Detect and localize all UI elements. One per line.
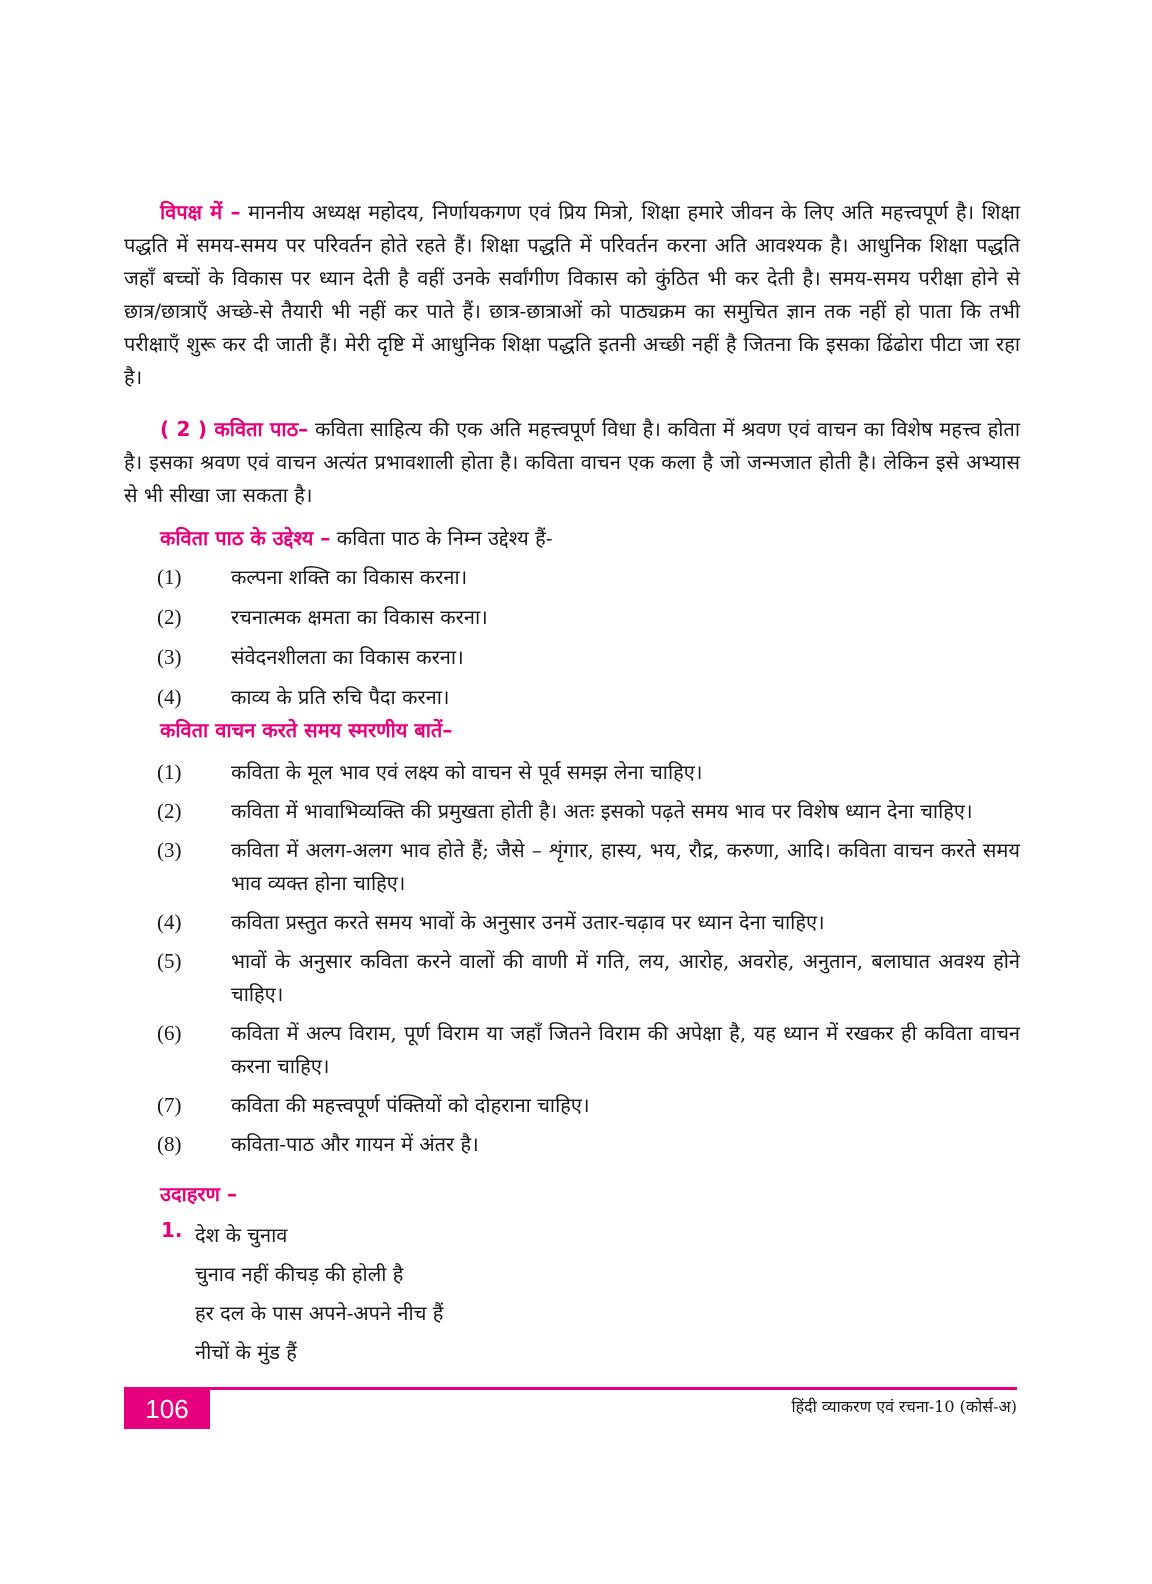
points-label: कविता वाचन करते समय स्मरणीय बातें– — [160, 718, 453, 742]
example-label: उदाहरण – — [160, 1182, 237, 1206]
list-item — [124, 561, 1020, 594]
list-item — [124, 945, 1020, 1011]
page-number: 106 — [145, 1393, 189, 1424]
item-text: कविता-पाठ और गायन में अंतर है। — [231, 1132, 479, 1156]
list-item — [124, 756, 1020, 789]
objectives-heading — [124, 522, 1020, 555]
item-number: (1) — [157, 565, 182, 589]
kavita-section — [124, 413, 1020, 512]
item-text: भावों के अनुसार कविता करने वालों की वाणी में गति, लय, आरोह, अवरोह, अनुतान, बलाघात अवश्य होने चाहिए। — [231, 949, 1020, 1006]
list-item — [124, 1017, 1020, 1083]
kavita-label: ( 2 ) कविता पाठ– — [160, 417, 309, 441]
objectives-intro: कविता पाठ के निम्न उद्देश्य हैं- — [336, 526, 553, 550]
item-number: (3) — [157, 645, 182, 669]
item-number: (7) — [157, 1093, 182, 1117]
points-list — [124, 756, 1020, 1161]
poem-line: नीचों के मुंड हैं — [195, 1340, 297, 1364]
list-item — [124, 1089, 1020, 1122]
item-text: रचनात्मक क्षमता का विकास करना। — [231, 605, 488, 629]
example-poem — [124, 1218, 1020, 1369]
list-item — [124, 834, 1020, 900]
vipaksh-label: विपक्ष में – — [160, 200, 241, 224]
item-number: (2) — [157, 799, 182, 823]
vipaksh-section — [124, 196, 1020, 394]
kavita-text: कविता साहित्य की एक अति महत्त्वपूर्ण विधा है। कविता में श्रवण एवं वाचन का विशेष महत्त्व होता है। इसका श्रवण एवं वाचन अत्यंत प्रभावशाली होता है। कविता वाचन एक कला है जो जन्मजात होती है। लेकिन इसे अभ्यास से भी सीखा जा सकता है। — [124, 417, 1021, 507]
list-item — [124, 681, 1020, 714]
example-section — [124, 1178, 1020, 1211]
list-item — [124, 906, 1020, 939]
item-text: काव्य के प्रति रुचि पैदा करना। — [231, 685, 450, 709]
objectives-label: कविता पाठ के उद्देश्य – — [160, 526, 331, 550]
page-number-badge — [124, 1389, 210, 1429]
list-item — [124, 641, 1020, 674]
poem-line: देश के चुनाव — [195, 1223, 288, 1247]
item-number: (2) — [157, 605, 182, 629]
item-number: (4) — [157, 910, 182, 934]
objectives-section — [124, 522, 1020, 555]
item-text: कविता के मूल भाव एवं लक्ष्य को वाचन से पूर्व समझ लेना चाहिए। — [231, 760, 703, 784]
item-text: कविता की महत्त्वपूर्ण पंक्तियों को दोहराना चाहिए। — [231, 1093, 590, 1117]
poem-line: हर दल के पास अपने-अपने नीच हैं — [195, 1301, 444, 1325]
points-section — [124, 714, 1020, 747]
item-text: कल्पना शक्ति का विकास करना। — [231, 565, 468, 589]
item-number: (5) — [157, 949, 182, 973]
list-item — [124, 1128, 1020, 1161]
vipaksh-text: माननीय अध्यक्ष महोदय, निर्णायकगण एवं प्रिय मित्रो, शिक्षा हमारे जीवन के लिए अति महत्त्वपूर्ण है। शिक्षा पद्धति में समय-समय पर परिवर्तन होते रहते हैं। शिक्षा पद्धति में परिवर्तन करना अति आवश्यक है। आधुनिक शिक्षा पद्धति जहाँ बच्चों के विकास पर ध्यान देती है वहीं उनके सर्वांगीण विकास को कुंठित भी कर देती है। समय-समय परीक्षा होने से छात्र/छात्राएँ अच्छे-से तैयारी भी नहीं कर पाते हैं। छात्र-छात्राओं को पाठ्यक्रम का समुचित ज्ञान तक नहीं हो पाता कि तभी परीक्षाएँ शुरू कर दी जाती हैं। मेरी दृष्टि में आधुनिक शिक्षा पद्धति इतनी अच्छी नहीं है जितना कि इसका ढिंढोरा पीटा जा रहा है। — [124, 200, 1020, 389]
points-heading — [124, 714, 1020, 747]
example-number: 1. — [161, 1218, 183, 1242]
example-heading — [124, 1178, 1020, 1211]
poem-line: चुनाव नहीं कीचड़ की होली है — [195, 1262, 404, 1286]
vipaksh-paragraph — [124, 196, 1020, 394]
book-title: हिंदी व्याकरण एवं रचना-10 (कोर्स-अ) — [791, 1397, 1017, 1416]
item-number: (4) — [157, 685, 182, 709]
item-text: कविता में अल्प विराम, पूर्ण विराम या जहाँ जितने विराम की अपेक्षा है, यह ध्यान में रखकर ही कविता वाचन करना चाहिए। — [231, 1021, 1020, 1078]
item-text: कविता में अलग-अलग भाव होते हैं; जैसे – शृंगार, हास्य, भय, रौद्र, करुणा, आदि। कविता वाचन करते समय भाव व्यक्त होना चाहिए। — [231, 838, 1020, 895]
item-number: (1) — [157, 760, 182, 784]
kavita-paragraph — [124, 413, 1020, 512]
footer-rule — [124, 1387, 1017, 1390]
list-item — [124, 601, 1020, 634]
list-item — [124, 795, 1020, 828]
objectives-list — [124, 561, 1020, 714]
item-number: (6) — [157, 1021, 182, 1045]
item-number: (3) — [157, 838, 182, 862]
item-number: (8) — [157, 1132, 182, 1156]
item-text: कविता प्रस्तुत करते समय भावों के अनुसार उनमें उतार-चढ़ाव पर ध्यान देना चाहिए। — [231, 910, 825, 934]
item-text: कविता में भावाभिव्यक्ति की प्रमुखता होती है। अतः इसको पढ़ते समय भाव पर विशेष ध्यान देना चाहिए। — [231, 799, 973, 823]
item-text: संवेदनशीलता का विकास करना। — [231, 645, 464, 669]
